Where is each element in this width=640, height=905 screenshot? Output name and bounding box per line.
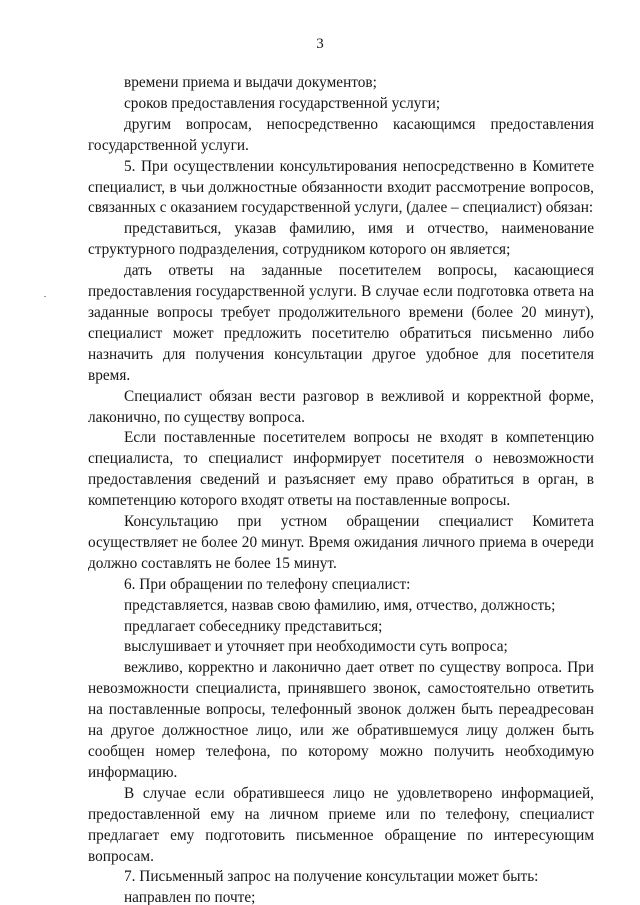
paragraph: Консультацию при устном обращении специалист Комитета осуществляет не более 20 минут. Время ожидания личного приема в очереди должно составлять не более 15 минут.: [88, 513, 594, 572]
document-body: [88, 73, 594, 905]
paragraph: сроков предоставления государственной услуги;: [124, 94, 441, 112]
paragraph: другим вопросам, непосредственно касающимся предоставления государственной услуги.: [88, 115, 594, 154]
paragraph: предлагает собеседнику представиться;: [124, 617, 383, 635]
paragraph: 7. Письменный запрос на получение консультации может быть:: [124, 868, 539, 886]
paragraph: вежливо, корректно и лаконично дает ответ по существу вопроса. При невозможности специалиста, принявшего звонок, самостоятельно ответить на поставленные вопросы, телефонный звонок должен быть переадресован на другое должностное лицо, или же обратившемуся лицу должен быть сообщен номер телефона, по которому можно получить необходимую информацию.: [88, 659, 594, 781]
margin-scan-mark: [44, 296, 46, 297]
paragraph: направлен по почте;: [124, 889, 256, 905]
paragraph: выслушивает и уточняет при необходимости суть вопроса;: [124, 638, 508, 656]
paragraph: дать ответы на заданные посетителем вопросы, касающиеся предоставления государственной услуги. В случае если подготовка ответа на заданные вопросы требует продолжительного времени (более 20 минут), специалист может предложить посетителю обратиться письменно либо назначить для получения консультации другое удобное для посетителя время.: [88, 262, 594, 384]
paragraph: 5. При осуществлении консультирования непосредственно в Комитете специалист, в чьи должностные обязанности входит рассмотрение вопросов, связанных с оказанием государственной услуги, (далее – специалист) обязан:: [88, 157, 594, 217]
paragraph: Если поставленные посетителем вопросы не входят в компетенцию специалиста, то специалист информирует посетителя о невозможности предоставления сведений и разъясняет ему право обратиться в орган, в компетенцию которого входят ответы на поставленные вопросы.: [88, 429, 594, 510]
page-number: 3: [316, 36, 324, 52]
paragraph: представиться, указав фамилию, имя и отчество, наименование структурного подразделения, сотрудником которого он является;: [88, 220, 594, 259]
paragraph: представляется, назвав свою фамилию, имя, отчество, должность;: [124, 596, 556, 614]
paragraph: 6. При обращении по телефону специалист:: [124, 575, 411, 593]
paragraph: В случае если обратившееся лицо не удовлетворено информацией, предоставленной ему на личном приеме или по телефону, специалист предлагает ему подготовить письменное обращение по интересующим вопросам.: [88, 784, 594, 865]
paragraph: Специалист обязан вести разговор в вежливой и корректной форме, лаконично, по существу вопроса.: [88, 387, 594, 426]
paragraph: времени приема и выдачи документов;: [124, 74, 377, 91]
